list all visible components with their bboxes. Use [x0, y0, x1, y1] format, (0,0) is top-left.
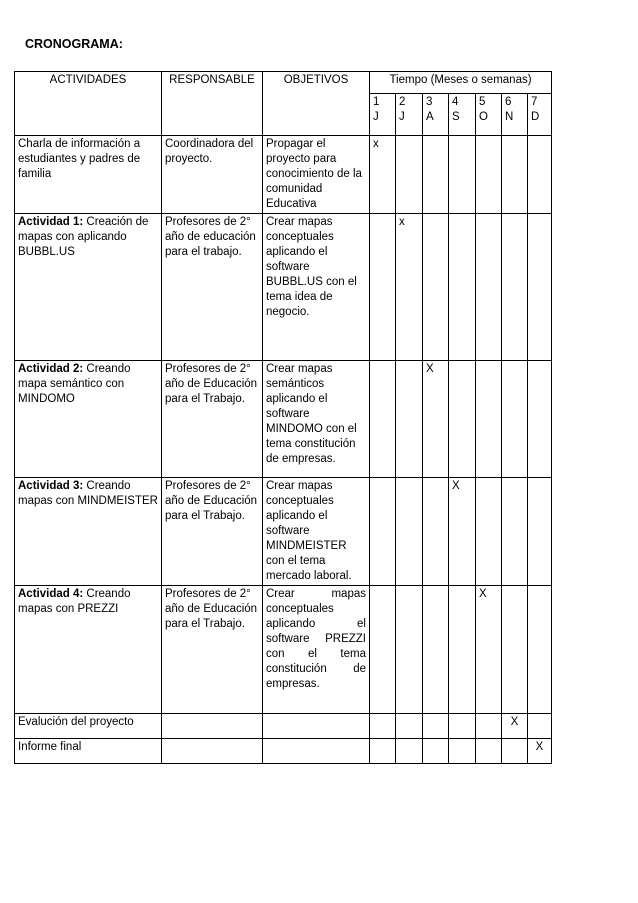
- schedule-cell: [528, 136, 552, 214]
- objective-cell: Crear mapas conceptuales aplicando el software PREZZI con el tema constitución de empresas.: [263, 586, 370, 714]
- month-number: 6: [505, 96, 512, 108]
- schedule-cell: [396, 586, 423, 714]
- objective-cell: Crear mapas conceptuales aplicando el software MINDMEISTER con el tema mercado laboral.: [263, 478, 370, 586]
- table-row: [15, 478, 552, 586]
- header-responsable: RESPONSABLE: [162, 72, 263, 136]
- responsible-cell: Profesores de 2° año de Educación para el Trabajo.: [162, 478, 263, 586]
- schedule-mark: X: [502, 714, 528, 739]
- activity-text: Informe final: [18, 741, 82, 753]
- activity-text: Creando mapas con PREZZI: [18, 588, 131, 615]
- activity-cell: [15, 361, 162, 478]
- schedule-cell: [449, 586, 476, 714]
- schedule-cell: [528, 714, 552, 739]
- month-number: 3: [426, 96, 433, 108]
- schedule-cell: [502, 214, 528, 361]
- schedule-mark: X: [423, 361, 449, 478]
- schedule-cell: [423, 586, 449, 714]
- month-header: [528, 94, 552, 136]
- schedule-cell: [476, 739, 502, 764]
- month-letter: D: [531, 111, 540, 123]
- month-letter: O: [479, 111, 488, 123]
- schedule-cell: [502, 136, 528, 214]
- objective-cell: Crear mapas semánticos aplicando el software MINDOMO con el tema constitución de empresas.: [263, 361, 370, 478]
- table-row: [15, 739, 552, 764]
- schedule-cell: [476, 136, 502, 214]
- month-header: [449, 94, 476, 136]
- activity-text: Evalución del proyecto: [18, 716, 134, 728]
- schedule-cell: [449, 739, 476, 764]
- responsible-cell: Profesores de 2° año de educación para el trabajo.: [162, 214, 263, 361]
- objective-cell: [263, 714, 370, 739]
- month-letter: N: [505, 111, 514, 123]
- responsible-cell: Coordinadora del proyecto.: [162, 136, 263, 214]
- schedule-mark: X: [476, 586, 502, 714]
- schedule-cell: [370, 739, 396, 764]
- schedule-cell: [396, 739, 423, 764]
- header-tiempo: Tiempo (Meses o semanas): [370, 72, 552, 94]
- schedule-cell: [449, 214, 476, 361]
- month-header: [396, 94, 423, 136]
- schedule-cell: [396, 361, 423, 478]
- month-number: 1: [373, 96, 380, 108]
- responsible-cell: [162, 739, 263, 764]
- month-number: 7: [531, 96, 538, 108]
- schedule-cell: [476, 714, 502, 739]
- objective-cell: Propagar el proyecto para conocimiento de la comunidad Educativa: [263, 136, 370, 214]
- objective-cell: [263, 739, 370, 764]
- activity-cell: [15, 586, 162, 714]
- month-number: 4: [452, 96, 459, 108]
- schedule-cell: [396, 478, 423, 586]
- schedule-cell: [502, 361, 528, 478]
- month-number: 5: [479, 96, 486, 108]
- schedule-cell: [449, 361, 476, 478]
- activity-label: Actividad 4:: [18, 588, 84, 600]
- schedule-cell: [528, 361, 552, 478]
- header-objetivos: OBJETIVOS: [263, 72, 370, 136]
- activity-text: Creando mapa semántico con MINDOMO: [18, 363, 131, 405]
- month-header: [423, 94, 449, 136]
- schedule-cell: [476, 214, 502, 361]
- responsible-cell: Profesores de 2° año de Educación para el Trabajo.: [162, 586, 263, 714]
- month-letter: J: [399, 111, 405, 123]
- activity-cell: [15, 739, 162, 764]
- schedule-mark: X: [449, 478, 476, 586]
- month-letter: S: [452, 111, 460, 123]
- schedule-cell: [423, 478, 449, 586]
- month-letter: A: [426, 111, 434, 123]
- schedule-cell: [370, 714, 396, 739]
- schedule-cell: [528, 478, 552, 586]
- schedule-cell: [449, 714, 476, 739]
- page-title: CRONOGRAMA:: [25, 37, 123, 51]
- schedule-cell: [423, 714, 449, 739]
- schedule-cell: [370, 586, 396, 714]
- schedule-mark: x: [370, 136, 396, 214]
- table-row: [15, 136, 552, 214]
- schedule-cell: [449, 136, 476, 214]
- activity-text: Creando mapas con MINDMEISTER: [18, 480, 158, 507]
- month-header: [370, 94, 396, 136]
- table-row: [15, 214, 552, 361]
- table-row: [15, 586, 552, 714]
- schedule-cell: [502, 478, 528, 586]
- schedule-cell: [502, 739, 528, 764]
- schedule-cell: [370, 361, 396, 478]
- activity-text: Charla de información a estudiantes y padres de familia: [18, 138, 141, 180]
- activity-text: Creación de mapas con aplicando BUBBL.US: [18, 216, 149, 258]
- month-letter: J: [373, 111, 379, 123]
- table-row: [15, 361, 552, 478]
- schedule-cell: [502, 586, 528, 714]
- schedule-mark: X: [528, 739, 552, 764]
- activity-label: Actividad 3:: [18, 480, 84, 492]
- schedule-mark: x: [396, 214, 423, 361]
- schedule-cell: [396, 714, 423, 739]
- schedule-cell: [528, 214, 552, 361]
- activity-cell: [15, 478, 162, 586]
- activity-cell: [15, 214, 162, 361]
- schedule-cell: [423, 214, 449, 361]
- activity-label: Actividad 2:: [18, 363, 84, 375]
- schedule-cell: [370, 214, 396, 361]
- schedule-cell: [476, 478, 502, 586]
- month-header: [476, 94, 502, 136]
- schedule-cell: [476, 361, 502, 478]
- schedule-cell: [528, 586, 552, 714]
- month-number: 2: [399, 96, 406, 108]
- header-actividades: ACTIVIDADES: [15, 72, 162, 136]
- responsible-cell: Profesores de 2° año de Educación para el Trabajo.: [162, 361, 263, 478]
- schedule-table: [14, 71, 552, 764]
- schedule-cell: [396, 136, 423, 214]
- activity-cell: [15, 136, 162, 214]
- responsible-cell: [162, 714, 263, 739]
- activity-label: Actividad 1:: [18, 216, 84, 228]
- table-row: [15, 714, 552, 739]
- month-header: [502, 94, 528, 136]
- objective-cell: Crear mapas conceptuales aplicando el software BUBBL.US con el tema idea de negocio.: [263, 214, 370, 361]
- activity-cell: [15, 714, 162, 739]
- schedule-cell: [370, 478, 396, 586]
- schedule-cell: [423, 739, 449, 764]
- schedule-cell: [423, 136, 449, 214]
